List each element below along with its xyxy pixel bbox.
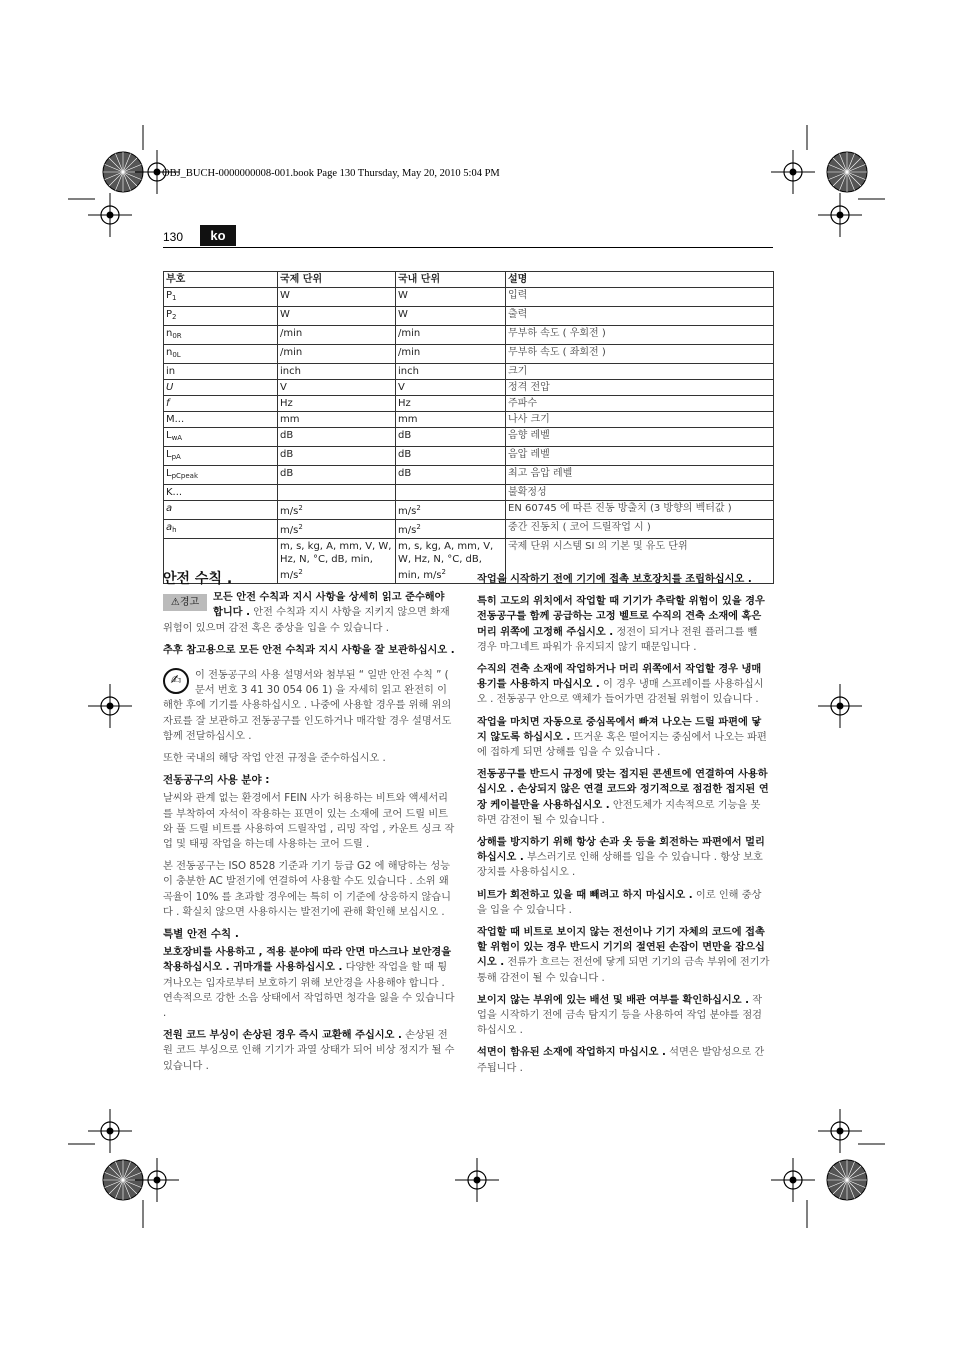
table-row (164, 428, 774, 447)
description-text: 음향 레벨 (508, 430, 550, 441)
right-text-8: 전류가 흐르는 전선에 닿게 되면 기기의 금속 부위에 전기가 통해 감전이 될 수 있습니다 . (477, 957, 770, 984)
description-text: 주파수 (508, 398, 537, 409)
symbol-text: a (166, 522, 173, 533)
unit-text: V (280, 382, 287, 393)
unit-text: inch (398, 366, 419, 377)
protective-equipment-paragraph (163, 945, 456, 1021)
header-national-unit: 국내 단위 (396, 272, 506, 288)
symbol-subscript: pCpeak (171, 472, 199, 480)
unit-text: /min (280, 328, 303, 339)
unit-superscript: 2 (298, 523, 303, 531)
cell-national-unit (396, 466, 506, 485)
cell-symbol (164, 501, 278, 520)
right-bold-2: 특히 고도의 위치에서 작업할 때 기기가 추락할 위험이 있을 경우 전동공구를 함께 공급하는 고정 벨트로 수직의 견축 소재에 혹은 머리 위쪽에 고정해 주십시오 . (477, 596, 765, 638)
unit-text: V (398, 382, 405, 393)
left-column (163, 572, 456, 1081)
right-bold-10: 석면이 함유된 소재에 작업하지 마십시오 . (477, 1047, 666, 1059)
table-row (164, 447, 774, 466)
cell-description (506, 345, 774, 364)
cell-intl-unit (278, 412, 396, 428)
header-divider (163, 247, 773, 248)
warning-paragraph (163, 590, 456, 636)
cell-symbol (164, 412, 278, 428)
warning-label: 경고 (179, 597, 200, 609)
unit-text: dB (280, 430, 294, 441)
keep-instructions (163, 643, 456, 658)
cell-description (506, 288, 774, 307)
cell-symbol (164, 520, 278, 539)
cell-national-unit (396, 428, 506, 447)
description-text: EN 60745 에 따른 진동 방출치 (3 방향의 벡터값 ) (508, 503, 732, 514)
description-text: 입력 (508, 290, 528, 301)
cell-intl-unit (278, 447, 396, 466)
table-row (164, 396, 774, 412)
symbol-text: n (166, 347, 173, 358)
right-paragraph-6 (477, 835, 770, 881)
right-bold-4: 작업을 마치면 자동으로 중심목에서 빠져 나오는 드릴 파편에 닿지 않도록 하십시오 . (477, 716, 762, 743)
right-paragraph-9 (477, 993, 770, 1039)
generator-text: 본 전동공구는 ISO 8528 기준과 기기 등급 G2 에 해당하는 성능이 충분한 AC 발전기에 연결하여 사용할 수도 있습니다 . 소위 왜곡율이 10% 를 초과할 경우에는 특히 이 기준에 상응하지 않습니다 . 확실치 않으면 사용하시는 발전기에 관해 확인해 보십시오 . (163, 861, 451, 918)
cord-bushing-bold: 전원 코드 부싱이 손상된 경우 즉시 교환해 주십시오 . (163, 1030, 402, 1042)
right-paragraph-7 (477, 888, 770, 918)
protective-equipment-text: 다양한 작업을 할 때 튕겨나오는 입자로부터 보호하기 위해 보안경을 사용해야 합니다 . 연속적으로 강한 소음 상태에서 작업하면 청각을 잃을 수 있습니다 . (163, 962, 455, 1020)
right-paragraph-1 (477, 572, 770, 587)
right-text-2: 정전이 되거나 전원 플러그를 뺄 경우 마그네트 파워가 유지되지 않기 때문입니다 . (477, 626, 758, 653)
cell-symbol (164, 466, 278, 485)
unit-superscript: 2 (416, 504, 421, 512)
warning-bold: 모든 안전 수칙과 지시 사항을 상세히 읽고 준수해야 합니다 . (213, 592, 445, 619)
warning-text: 안전 수칙과 지시 사항을 지키지 않으면 화재 위험이 있으며 감전 혹은 중상을 입을 수 있습니다 . (163, 607, 450, 634)
cell-symbol (164, 288, 278, 307)
header-intl-unit: 국제 단위 (278, 272, 396, 288)
unit-superscript: 2 (416, 523, 421, 531)
right-text-7: 이로 인해 중상을 입을 수 있습니다 . (477, 889, 762, 916)
local-rules: 또한 국내의 해당 작업 안전 규정을 준수하십시오 . (163, 753, 386, 765)
cell-symbol (164, 428, 278, 447)
units-table (163, 271, 774, 584)
table-row (164, 485, 774, 501)
section-title-safety: 안전 수칙 . (163, 571, 233, 587)
description-text: 나사 크기 (508, 414, 550, 425)
cell-description (506, 380, 774, 396)
symbol-text: P (166, 309, 173, 320)
table-row (164, 501, 774, 520)
unit-superscript: 2 (298, 568, 303, 576)
cell-national-unit (396, 447, 506, 466)
cell-description (506, 428, 774, 447)
cell-description (506, 307, 774, 326)
unit-text: /min (398, 328, 421, 339)
description-text: 무부하 속도 ( 우회전 ) (508, 328, 606, 339)
cord-bushing-text: 손상된 전원 코드 부싱으로 인해 기기가 과열 상태가 되어 비상 정지가 될 수 있습니다 . (163, 1030, 455, 1072)
unit-text: inch (280, 366, 301, 377)
symbol-text: L (166, 468, 172, 479)
protective-equipment-bold: 보호장비를 사용하고 , 적용 분야에 따라 안면 마스크나 보안경을 착용하십시오 . 귀마개를 사용하십시오 . (163, 947, 452, 974)
cell-national-unit (396, 380, 506, 396)
cell-intl-unit (278, 288, 396, 307)
right-bold-6: 상해를 방지하기 위해 항상 손과 옷 등을 회전하는 파편에서 멀리 하십시오 . (477, 837, 765, 864)
table-row (164, 326, 774, 345)
symbol-subscript: 0R (172, 332, 182, 340)
right-paragraph-4 (477, 715, 770, 761)
symbol-text: n (166, 328, 173, 339)
unit-text: m/s (280, 525, 299, 536)
symbol-subscript: h (172, 526, 177, 534)
description-text: 음압 레벨 (508, 449, 550, 460)
cell-intl-unit (278, 396, 396, 412)
cell-national-unit (396, 501, 506, 520)
language-badge: ko (200, 225, 236, 246)
description-text: 무부하 속도 ( 좌회전 ) (508, 347, 606, 358)
right-paragraph-10 (477, 1045, 770, 1075)
symbol-text: U (166, 382, 174, 393)
unit-text: dB (398, 430, 412, 441)
page-number: 130 (163, 230, 184, 244)
unit-text: m/s (398, 525, 417, 536)
right-column (477, 572, 770, 1083)
unit-text: W (280, 309, 290, 320)
table-row (164, 307, 774, 326)
cell-symbol (164, 326, 278, 345)
cell-national-unit (396, 326, 506, 345)
symbol-subscript: 1 (172, 294, 177, 302)
cell-intl-unit (278, 326, 396, 345)
unit-text: W (280, 290, 290, 301)
cell-description (506, 520, 774, 539)
unit-text: dB (280, 449, 294, 460)
unit-text: /min (398, 347, 421, 358)
unit-text: W (398, 309, 408, 320)
cell-symbol (164, 380, 278, 396)
unit-text: dB (398, 449, 412, 460)
book-header: OBJ_BUCH-0000000008-001.book Page 130 Thursday, May 20, 2010 5:04 PM (162, 168, 500, 179)
unit-text: mm (280, 414, 300, 425)
cell-intl-unit (278, 380, 396, 396)
unit-text: W (398, 290, 408, 301)
cell-national-unit (396, 520, 506, 539)
unit-text: dB (398, 468, 412, 479)
right-text-4: 뜨거운 혹은 떨어지는 중심에서 나오는 파편에 접하게 되면 상해를 입을 수 있습니다 . (477, 731, 767, 759)
cell-symbol (164, 307, 278, 326)
cell-description (506, 466, 774, 485)
header-symbol: 부호 (164, 272, 278, 288)
special-safety-heading: 특별 안전 수칙 . (163, 928, 239, 941)
unit-text: /min (280, 347, 303, 358)
cell-intl-unit (278, 428, 396, 447)
cell-description (506, 396, 774, 412)
right-bold-8: 작업할 때 비트로 보이지 않는 전선이나 기기 자체의 코드에 접촉할 위험이 있는 경우 반드시 기기의 절연된 손잡이 면만을 잡으십시오 . (477, 927, 765, 969)
unit-superscript: 2 (298, 504, 303, 512)
cell-intl-unit (278, 485, 396, 501)
cell-national-unit (396, 485, 506, 501)
cell-national-unit (396, 412, 506, 428)
symbol-text: f (166, 398, 170, 409)
symbol-subscript: wA (171, 434, 183, 442)
cell-intl-unit (278, 364, 396, 380)
symbol-subscript: 0L (172, 351, 181, 359)
description-text: 출력 (508, 309, 528, 320)
right-paragraph-2 (477, 594, 770, 655)
table-row (164, 345, 774, 364)
symbol-text: M... (166, 414, 185, 425)
right-bold-5: 전동공구를 반드시 규정에 맞는 접지된 콘센트에 연결하여 사용하십시오 . 손상되지 않은 연결 코드와 정기적으로 점검한 접지된 연장 케이블만을 사용하십시오 . (477, 769, 769, 811)
table-row (164, 466, 774, 485)
cell-intl-unit (278, 345, 396, 364)
cell-description (506, 501, 774, 520)
manual-paragraph (163, 668, 456, 744)
cell-intl-unit (278, 466, 396, 485)
table-row (164, 412, 774, 428)
cell-description (506, 412, 774, 428)
description-text: 최고 음압 레벨 (508, 468, 573, 479)
right-paragraph-8 (477, 925, 770, 986)
cell-description (506, 326, 774, 345)
usage-text: 날씨와 관계 없는 환경에서 FEIN 사가 허용하는 비트와 액세서리를 부착하여 자석이 작용하는 표면이 있는 소재에 코어 드릴 비트와 풀 드릴 비트를 사용하여 드릴작업 , 리밍 작업 , 카운트 싱크 작업 및 태핑 작업을 하는데 사용하는 코어 드릴 . (163, 793, 455, 851)
symbol-text: P (166, 290, 173, 301)
table-row (164, 364, 774, 380)
right-text-10: 석면은 발암성으로 간주됩니다 . (477, 1047, 765, 1074)
description-text: 중간 진동치 ( 코어 드릴작업 시 ) (508, 522, 651, 533)
cell-intl-unit (278, 501, 396, 520)
cord-bushing-paragraph (163, 1028, 456, 1074)
table-row (164, 288, 774, 307)
cell-national-unit (396, 396, 506, 412)
usage-heading: 전동공구의 사용 분야 : (163, 774, 270, 787)
table-header-row (164, 272, 774, 288)
unit-text: m, s, kg, A, mm, V, W, Hz, N, °C, dB, min, m/s (398, 541, 494, 581)
unit-text: m/s (280, 506, 299, 517)
cell-symbol (164, 396, 278, 412)
right-paragraph-3 (477, 662, 770, 708)
right-text-6: 부스러기로 인해 상해를 입을 수 있습니다 . 항상 보호장치를 사용하십시오 . (477, 852, 763, 879)
description-text: 크기 (508, 366, 528, 377)
cell-description (506, 485, 774, 501)
table-row (164, 380, 774, 396)
right-text-9: 작업을 시작하기 전에 금속 탐지기 등을 사용하여 작업 분야를 점검하십시오 . (477, 994, 763, 1037)
table-row (164, 520, 774, 539)
description-text: 불확정성 (508, 487, 547, 498)
cell-national-unit (396, 364, 506, 380)
header-description: 설명 (506, 272, 774, 288)
description-text: 정격 전압 (508, 382, 550, 393)
cell-national-unit (396, 307, 506, 326)
cell-description (506, 364, 774, 380)
cell-symbol (164, 364, 278, 380)
right-paragraph-5 (477, 767, 770, 828)
unit-text: Hz (398, 398, 411, 409)
keep-instructions-bold: 추후 참고용으로 모든 안전 수칙과 지시 사항을 잘 보관하십시오 . (163, 644, 455, 656)
cell-intl-unit (278, 307, 396, 326)
warning-triangle-icon: ⚠ (170, 597, 180, 609)
right-bold-1: 작업을 시작하기 전에 기기에 접촉 보호장치를 조립하십시오 . (477, 574, 752, 585)
read-manual-icon: ✍ (163, 668, 189, 694)
cell-symbol (164, 447, 278, 466)
symbol-text: L (166, 449, 172, 460)
unit-text: mm (398, 414, 418, 425)
symbol-text: K... (166, 487, 183, 498)
cell-intl-unit (278, 520, 396, 539)
cell-symbol (164, 485, 278, 501)
cell-symbol (164, 345, 278, 364)
symbol-text: L (166, 430, 172, 441)
unit-text: m/s (398, 506, 417, 517)
symbol-text: a (166, 503, 173, 514)
right-text-3: 이 경우 냉매 스프레이를 사용하십시오 . 전동공구 안으로 액체가 들어가면 감전될 위험이 있습니다 . (477, 679, 764, 706)
unit-text: Hz (280, 398, 293, 409)
warning-badge (163, 594, 207, 611)
symbol-subscript: 2 (172, 313, 177, 321)
unit-text: dB (280, 468, 294, 479)
description-text: 국제 단위 시스템 SI 의 기본 및 유도 단위 (508, 541, 688, 552)
unit-text: m, s, kg, A, mm, V, W, Hz, N, °C, dB, min, m/s (280, 541, 392, 581)
right-text-5: 안전도체가 지속적으로 기능을 못하면 감전이 될 수 있습니다 . (477, 799, 761, 826)
cell-national-unit (396, 288, 506, 307)
symbol-text: in (166, 366, 176, 377)
unit-superscript: 2 (441, 568, 447, 576)
manual-text: 이 전동공구의 사용 설명서와 첨부된 “ 일반 안전 수칙 ” ( 문서 번호 3 41 30 054 06 1) 을 자세히 읽고 완전히 이해한 후에 기기를 사용하십시오 . 나중에 사용할 경우를 위해 위의 자료를 잘 보관하고 전동공구를 인도하거나 매각할 경우 설명서도 함께 전달하십시오 . (163, 670, 452, 742)
cell-description (506, 447, 774, 466)
cell-national-unit (396, 345, 506, 364)
right-bold-7: 비트가 회전하고 있을 때 빼려고 하지 마십시오 . (477, 889, 693, 901)
right-bold-3: 수직의 견축 소재에 작업하거나 머리 위쪽에서 작업할 경우 냉매 용기를 사용하지 마십시오 . (477, 664, 762, 691)
symbol-subscript: pA (171, 453, 181, 461)
right-bold-9: 보이지 않는 부위에 있는 배선 및 배관 여부를 확인하십시오 . (477, 994, 749, 1006)
